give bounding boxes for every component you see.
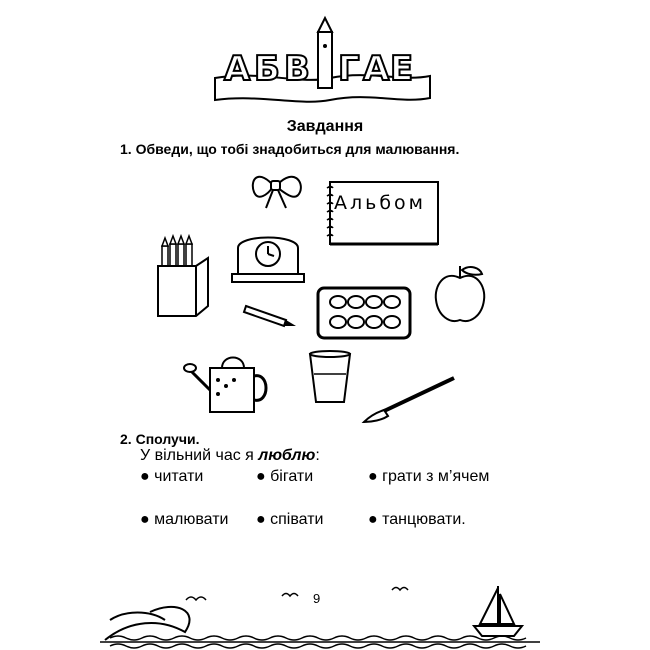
svg-text:Б: Б <box>254 49 280 89</box>
svg-text:Е: Е <box>390 49 414 89</box>
option-label: співати <box>270 511 324 528</box>
sentence-emphasis: люблю <box>258 447 316 464</box>
option-label: малювати <box>154 511 229 528</box>
glass-icon <box>306 350 356 410</box>
option-label: танцювати. <box>382 511 466 528</box>
paintbrush-icon <box>362 374 462 424</box>
watering-can-icon <box>184 350 274 416</box>
sentence-prefix: У вільний час я <box>140 447 259 464</box>
task1-heading <box>120 141 459 157</box>
option-label: грати з м’ячем <box>382 468 490 485</box>
svg-text:В: В <box>284 49 310 89</box>
paint-palette-icon <box>312 282 416 342</box>
page-number: 9 <box>313 591 321 606</box>
alphabet-banner <box>0 0 650 120</box>
svg-text:Г: Г <box>338 49 360 89</box>
section-title: Завдання <box>286 118 364 135</box>
svg-text:А: А <box>363 49 390 89</box>
album-label: Альбом <box>334 192 427 214</box>
task2-heading <box>120 431 199 447</box>
option-label: читати <box>154 468 204 485</box>
option-item: ● грати з м’ячем <box>368 468 490 485</box>
bow-icon <box>248 164 308 214</box>
sea-scene-decoration <box>0 560 650 650</box>
option-item: ● танцювати. <box>368 511 466 528</box>
svg-text:А: А <box>224 49 251 89</box>
option-item: ● співати <box>256 511 324 528</box>
option-label: бігати <box>270 468 314 485</box>
colored-pencils-box-icon <box>152 236 212 326</box>
apple-icon <box>430 262 490 328</box>
task1-text: Обведи, що тобі знадобиться для малювання. <box>135 141 460 157</box>
task2-number: 2. <box>120 431 132 447</box>
task1-number: 1. <box>120 141 132 157</box>
pencil-icon <box>242 300 302 330</box>
task2-text: Сполучи. <box>135 431 200 447</box>
task2-sentence <box>140 447 320 465</box>
clock-icon <box>228 226 308 286</box>
sentence-suffix: : <box>315 447 320 464</box>
option-item: ● бігати <box>256 468 314 485</box>
option-item: ● малювати <box>140 511 229 528</box>
option-item: ● читати <box>140 468 204 485</box>
